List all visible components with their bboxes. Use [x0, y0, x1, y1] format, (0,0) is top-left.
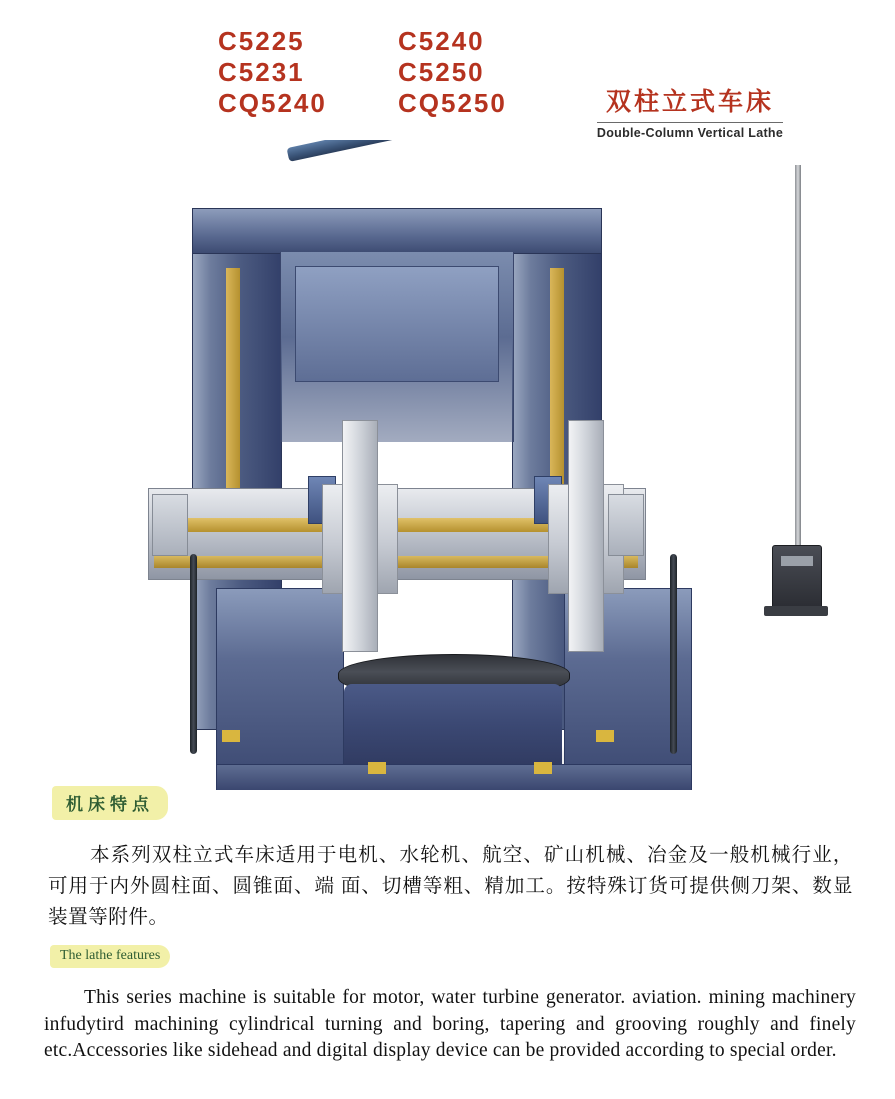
warning-label — [596, 730, 614, 742]
pendant-control-box — [772, 545, 822, 609]
section-label-features-en: The lathe features — [50, 945, 170, 968]
right-cable-conduit — [670, 554, 677, 754]
product-title-block — [585, 82, 795, 142]
machine-photo — [60, 140, 850, 790]
machine-base-foot — [216, 764, 692, 790]
model-number: CQ5240 — [218, 88, 327, 118]
model-number-list — [218, 26, 568, 119]
warning-label — [534, 762, 552, 774]
features-paragraph-cn: 本系列双柱立式车床适用于电机、水轮机、航空、矿山机械、冶金及一般机械行业，可用于内外圆柱面、圆锥面、端 面、切槽等粗、精加工。按特殊订货可提供侧刀架、数显装置等附件。 — [48, 845, 853, 928]
model-number: C5240 — [398, 26, 485, 56]
features-paragraph-en: This series machine is suitable for motor, water turbine generator. aviation. mining machinery infudytird machining cylindrical turning and boring, tapering and grooving roughly and finely etc.Accessories like sidehead and digital display device can be provided according to special order. — [44, 987, 856, 1061]
upper-panel — [280, 252, 514, 442]
crane-cable — [795, 165, 801, 550]
model-number: C5250 — [398, 57, 485, 87]
left-tool-ram — [342, 420, 378, 652]
model-number: CQ5250 — [398, 88, 507, 118]
model-number: C5225 — [218, 26, 305, 56]
product-title-cn: 双柱立式车床 — [605, 89, 774, 116]
product-title-en: Double-Column Vertical Lathe — [597, 122, 783, 140]
left-bed-housing — [216, 588, 344, 790]
left-end-bracket — [152, 494, 188, 556]
model-number: C5231 — [218, 57, 305, 87]
vertical-lathe-body — [130, 188, 750, 788]
right-tool-ram — [568, 420, 604, 652]
warning-label — [222, 730, 240, 742]
pendant-control-base — [764, 606, 828, 616]
right-end-bracket — [608, 494, 644, 556]
top-crossbeam — [192, 208, 602, 254]
page-header — [0, 26, 895, 140]
left-cable-conduit — [190, 554, 197, 754]
warning-label — [368, 762, 386, 774]
section-label-features-cn: 机床特点 — [52, 786, 168, 820]
